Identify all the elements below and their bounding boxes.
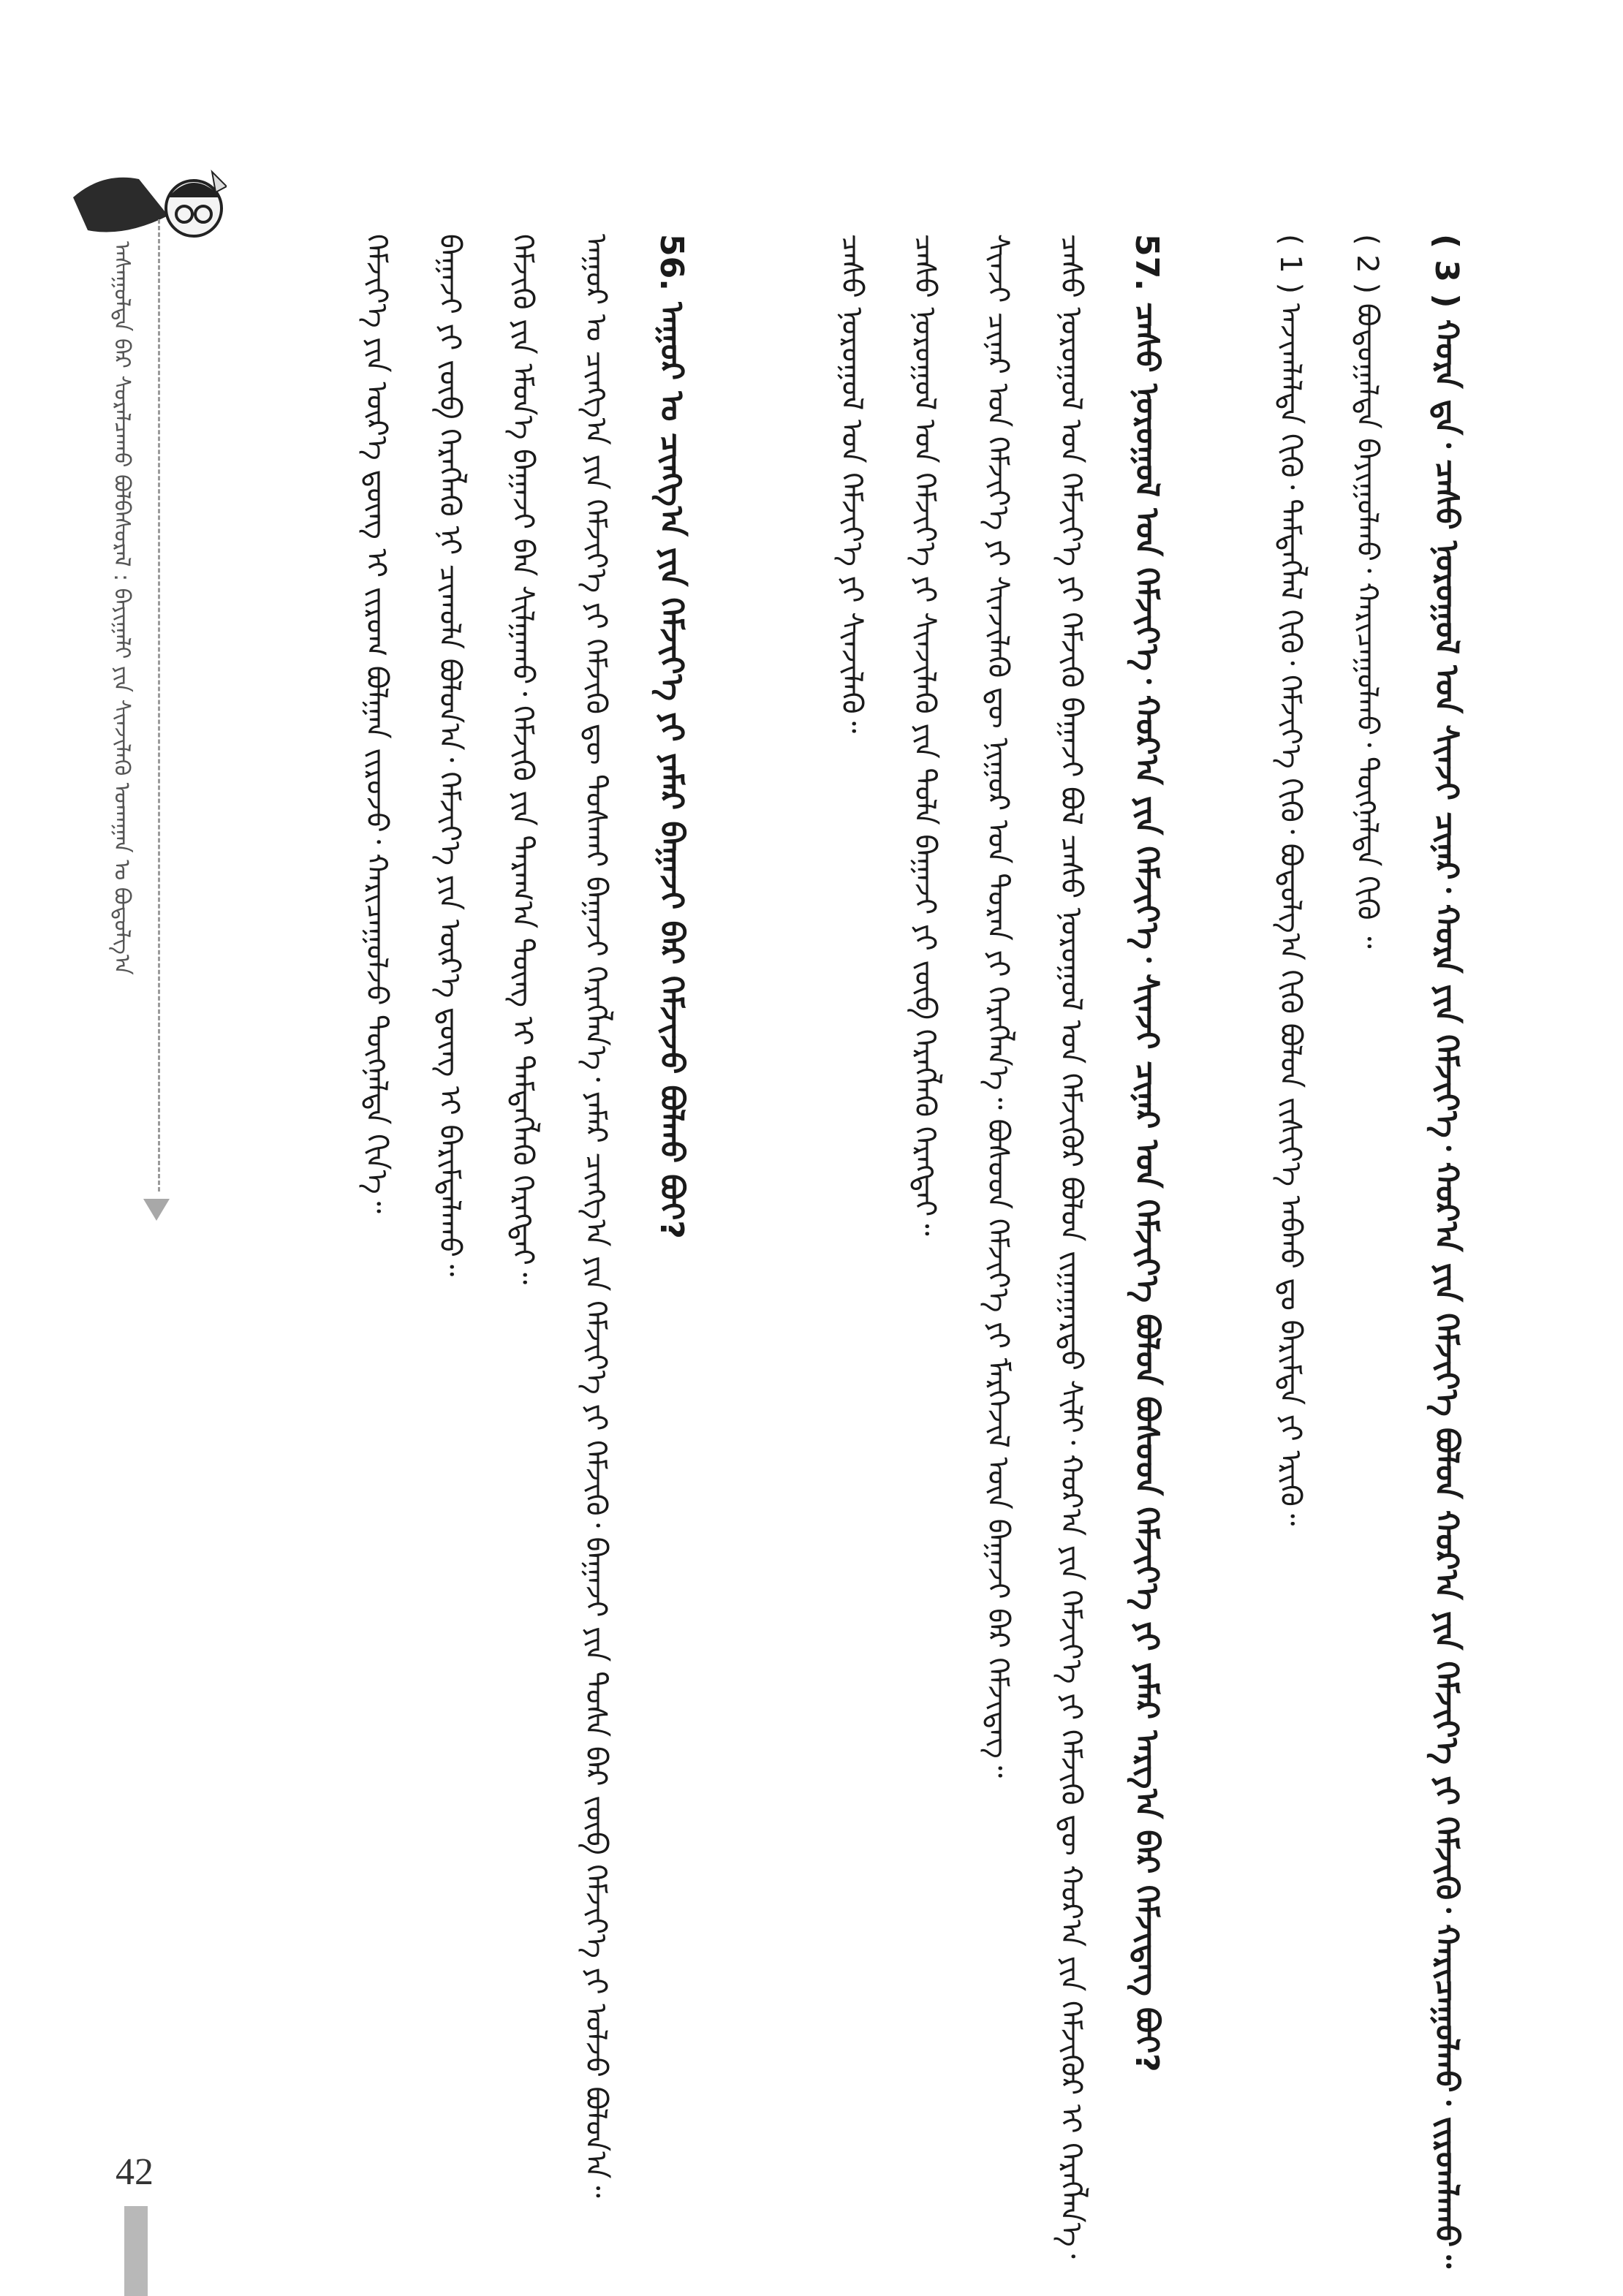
running-header: ᠠᠰᠠᠭᠤᠯᠲᠠ ᠪᠡᠷ ᠰᠤᠷᠠᠯᠴᠠᠬᠤ ᠪᠣᠯᠪᠠᠰᠤᠷᠠᠯ : ᠪᠠᠶᠢᠭᠠᠯᠢ ᠶᠢᠨ ᠰᠢᠨᠵᠢᠯᠡᠬᠦ ᠤᠬᠠᠭᠠᠨ ᠤ ᠪᠣᠳᠣᠯᠭ᠎ᠠ [109,241,135,975]
q57-body-line: ᠴᠠᠰᠤ ᠨᠣᠷᠣᠭᠤᠯ ᠤᠨ ᠬᠡᠮᠵᠢᠶ᠎ᠡ ᠶᠢ ᠰᠢᠨᠵᠢᠯᠡᠬᠦ ᠶᠢᠨ ᠲᠤᠯᠠ ᠪᠠᠭᠠᠵᠢ ᠶᠢ ᠵᠥᠪ ᠬᠡᠷᠡᠭᠯᠡᠬᠦ ᠬᠡᠷᠡᠭᠲᠡᠢ᠃ [908,234,942,1236]
list-item-3 [1418,234,1475,2268]
list-marker: ( 2 ) [1350,234,1384,295]
list-text: ᠪᠣᠳᠣᠭᠠᠯᠳᠠ ᠪᠠᠶᠢᠭᠤᠯᠬᠤ᠂ ᠬᠠᠷᠢᠴᠠᠭᠤᠯᠬᠤ᠂ ᠳᠦᠭᠨᠡᠯᠲᠡ ᠬᠢᠬᠦ ᠃ [1350,303,1384,949]
q56-body-line: ᠬᠡᠮᠵᠢᠬᠦ ᠶᠢᠨ ᠡᠮᠦᠨ᠎ᠡ ᠪᠠᠭᠠᠵᠢ ᠪᠡᠨ ᠰᠢᠯᠭᠠᠬᠤ᠂ ᠬᠡᠮᠵᠢᠬᠦ ᠶᠢᠨ ᠳᠠᠷᠠᠭ᠎ᠠ ᠳᠦᠩ ᠢ ᠲᠡᠮᠳᠡᠭᠯᠡᠬᠦ ᠬᠡᠷᠡᠭᠲᠡᠢ᠃ [506,234,540,1285]
q56-body-line: ᠪᠠᠭᠠᠵᠢ ᠶᠢ ᠵᠥᠪ ᠬᠡᠷᠡᠭᠯᠡᠬᠦ ᠨᠢ ᠴᠢᠬᠤᠯᠠ ᠪᠣᠯᠤᠨ᠎ᠠ᠂ ᠬᠡᠮᠵᠢᠶ᠎ᠡ ᠶᠢᠨ ᠦᠷ᠎ᠡ ᠳ᠋ᠦᠩ ᠢ ᠪᠠᠷᠢᠮᠲᠠᠯᠠᠬᠤ᠃ [433,234,466,1277]
list-marker: ( 3 ) [1428,234,1465,308]
q57-body-line: ᠰᠢᠨᠵᠢ ᠴᠢᠨᠠᠷ ᠤᠨ ᠬᠡᠮᠵᠢᠶ᠎ᠡ ᠶᠢ ᠰᠢᠨᠵᠢᠯᠡᠬᠦ ᠳᠦ ᠨᠢᠭᠤᠷ ᠤᠨ ᠳᠤᠷᠠᠨ ᠶᠢ ᠬᠡᠷᠡᠭᠯᠡᠨ᠎ᠡ᠃ ᠪᠤᠰᠤᠳ ᠬᠡᠮᠵᠢᠶ᠎ᠡ ᠶᠢ ᠮᠡᠷᠭᠡᠵᠢᠯ ᠦᠨ ᠪᠠᠭᠠᠵᠢ ᠪᠡᠷ ᠬᠡᠮᠵᠢᠳᠡᠭ᠃ [981,234,1015,1778]
sidebar-dashed-rule [158,219,160,1191]
list-text: ᠠᠵᠢᠭᠯᠠᠯᠲᠠ ᠬᠢᠬᠦ᠂ ᠲᠡᠮᠳᠡᠭᠯᠡᠯ ᠬᠢᠬᠦ᠂ ᠬᠡᠮᠵᠢᠶ᠎ᠡ ᠬᠢᠬᠦ᠂ ᠪᠣᠳᠣᠯᠭ᠎ᠠ ᠬᠢᠬᠦ ᠪᠣᠯᠤᠨ ᠵᠢᠰᠢᠶ᠎ᠡ ᠠᠪᠬᠤ ᠳᠤ ᠪᠠᠷᠢᠮᠲᠠ ᠶᠢ ᠡᠷᠢᠬᠦ᠃ [1274,303,1307,1526]
question-57-heading: 57. ᠴᠠᠰᠤ ᠨᠣᠷᠣᠭᠤᠯ ᠤᠨ ᠬᠡᠮᠵᠢᠶ᠎ᠡ᠂ ᠬᠤᠷ᠎ᠠ ᠶᠢᠨ ᠬᠡᠮᠵᠢᠶ᠎ᠡ᠂ ᠰᠢᠨᠵᠢ ᠴᠢᠨᠠᠷ ᠤᠨ ᠬᠡᠮᠵᠢᠶ᠎ᠡ ᠪᠣᠯᠤᠨ ᠪᠤᠰᠤᠳ ᠬᠡᠮᠵᠢᠶ᠎ᠡ ᠶᠢ ᠶᠠᠮᠠᠷ ᠠᠷᠭ᠎ᠠ ᠪᠡᠷ ᠬᠡᠮᠵᠢᠳᠡᠭ ᠪᠤᠢ? [1128,234,1165,2072]
list-item-1 [1265,234,1316,1526]
page-number: 42 [116,2151,154,2193]
question-56-heading: 56. ᠠᠭᠤᠷ ᠤ ᠴᠢᠩᠭ᠎ᠠ ᠶᠢᠨ ᠬᠡᠮᠵᠢᠶ᠎ᠡ ᠶᠢ ᠶᠠᠮᠠᠷ ᠪᠠᠭᠠᠵᠢ ᠪᠡᠷ ᠬᠡᠮᠵᠢᠵᠦ ᠪᠣᠯᠬᠤ ᠪᠤᠢ? [653,234,690,1239]
q57-body-line: ᠴᠠᠰᠤ ᠨᠣᠷᠣᠭᠤᠯ ᠤᠨ ᠬᠡᠮᠵᠢᠶ᠎ᠡ ᠶᠢ ᠬᠡᠮᠵᠢᠬᠦ ᠪᠠᠭᠠᠵᠢ ᠪᠣᠯ ᠴᠠᠰᠤ ᠨᠣᠷᠣᠭᠤᠯ ᠤᠨ ᠬᠡᠮᠵᠢᠭᠦᠷ ᠪᠣᠯᠤᠨ ᠵᠢᠭᠠᠭᠠᠷᠲᠤ ᠰᠢᠯᠢ᠂ ᠬᠤᠷ᠎ᠠ ᠶᠢᠨ ᠬᠡᠮᠵᠢᠶ᠎ᠡ ᠶᠢ ᠬᠡᠮᠵᠢᠬᠦ ᠳᠦ ᠬᠤᠷ᠎ᠠ ᠶᠢᠨ ᠬᠡᠮᠵᠢᠭᠦᠷ ᠢ ᠬᠡᠷᠡᠭᠯᠡᠨ᠎ᠡ᠂ [1054,234,1088,2259]
flying-student-illustration [58,128,227,274]
list-item-2 [1342,234,1393,949]
q57-body-line: ᠴᠠᠰᠤ ᠨᠣᠷᠣᠭᠤᠯ ᠤᠨ ᠬᠡᠮᠵᠢᠶ᠎ᠡ ᠶᠢ ᠰᠢᠨᠵᠢᠯᠡᠬᠦ᠃ [835,234,869,734]
q56-body-line: ᠠᠭᠤᠷ ᠤ ᠴᠢᠩᠭ᠎ᠠ ᠶᠢᠨ ᠬᠡᠮᠵᠢᠶ᠎ᠡ ᠶᠢ ᠬᠡᠮᠵᠢᠬᠦ ᠳᠦ ᠲᠤᠰᠬᠠᠢ ᠪᠠᠭᠠᠵᠢ ᠬᠡᠷᠡᠭᠯᠡᠨ᠎ᠡ᠂ ᠶᠠᠮᠠᠷ ᠴᠢᠩᠭ᠎ᠠ ᠶᠢᠨ ᠬᠡᠮᠵᠢᠶ᠎ᠡ ᠶᠢ ᠬᠡᠮᠵᠢᠬᠦ᠂ ᠪᠠᠭᠠᠵᠢ ᠶᠢᠨ ᠲᠤᠰᠠ ᠪᠠᠷ ᠵᠥᠪ ᠬᠡᠮᠵᠢᠶ᠎ᠡ ᠶᠢ ᠣᠯᠵᠤ ᠪᠣᠯᠤᠨ᠎ᠠ᠃ [579,234,613,2198]
list-text: ᠬᠤᠷᠠ ᠳᠠ᠂ ᠴᠠᠰᠤ ᠨᠣᠷᠣᠭᠤᠯ ᠤᠨ ᠰᠢᠨᠵᠢ ᠴᠢᠨᠠᠷ᠂ ᠬᠤᠷᠠ ᠶᠢᠨ ᠬᠡᠮᠵᠢᠶ᠎ᠡ᠂ ᠬᠤᠷ᠎ᠠ ᠶᠢᠨ ᠬᠡᠮᠵᠢᠶ᠎ᠡ ᠪᠣᠯᠤᠨ ᠬᠤᠷ᠎ᠠ ᠶᠢᠨ ᠬᠡᠮᠵᠢᠶ᠎ᠡ ᠶᠢ ᠬᠡᠮᠵᠢᠬᠦ᠂ ᠬᠠᠷᠢᠴᠠᠭᠤᠯᠬᠤ᠂ ᠵᠢᠷᠤᠭᠯᠠᠬᠤ᠃ [1428,319,1465,2268]
rule-arrow-icon [143,1199,170,1221]
list-marker: ( 1 ) [1274,234,1307,295]
q56-body-line: ᠬᠡᠮᠵᠢᠶ᠎ᠡ ᠶᠢᠨ ᠦᠷ᠎ᠡ ᠳ᠋ᠦᠩ ᠢ ᠵᠢᠷᠤᠭ ᠪᠣᠯᠭᠠᠨ ᠵᠢᠷᠤᠵᠤ᠂ ᠬᠠᠷᠢᠴᠠᠭᠤᠯᠵᠤ ᠳᠦᠭᠨᠡᠯᠲᠡ ᠬᠢᠨ᠎ᠡ᠃ [360,234,393,1213]
page-edge-bar [124,2206,148,2296]
